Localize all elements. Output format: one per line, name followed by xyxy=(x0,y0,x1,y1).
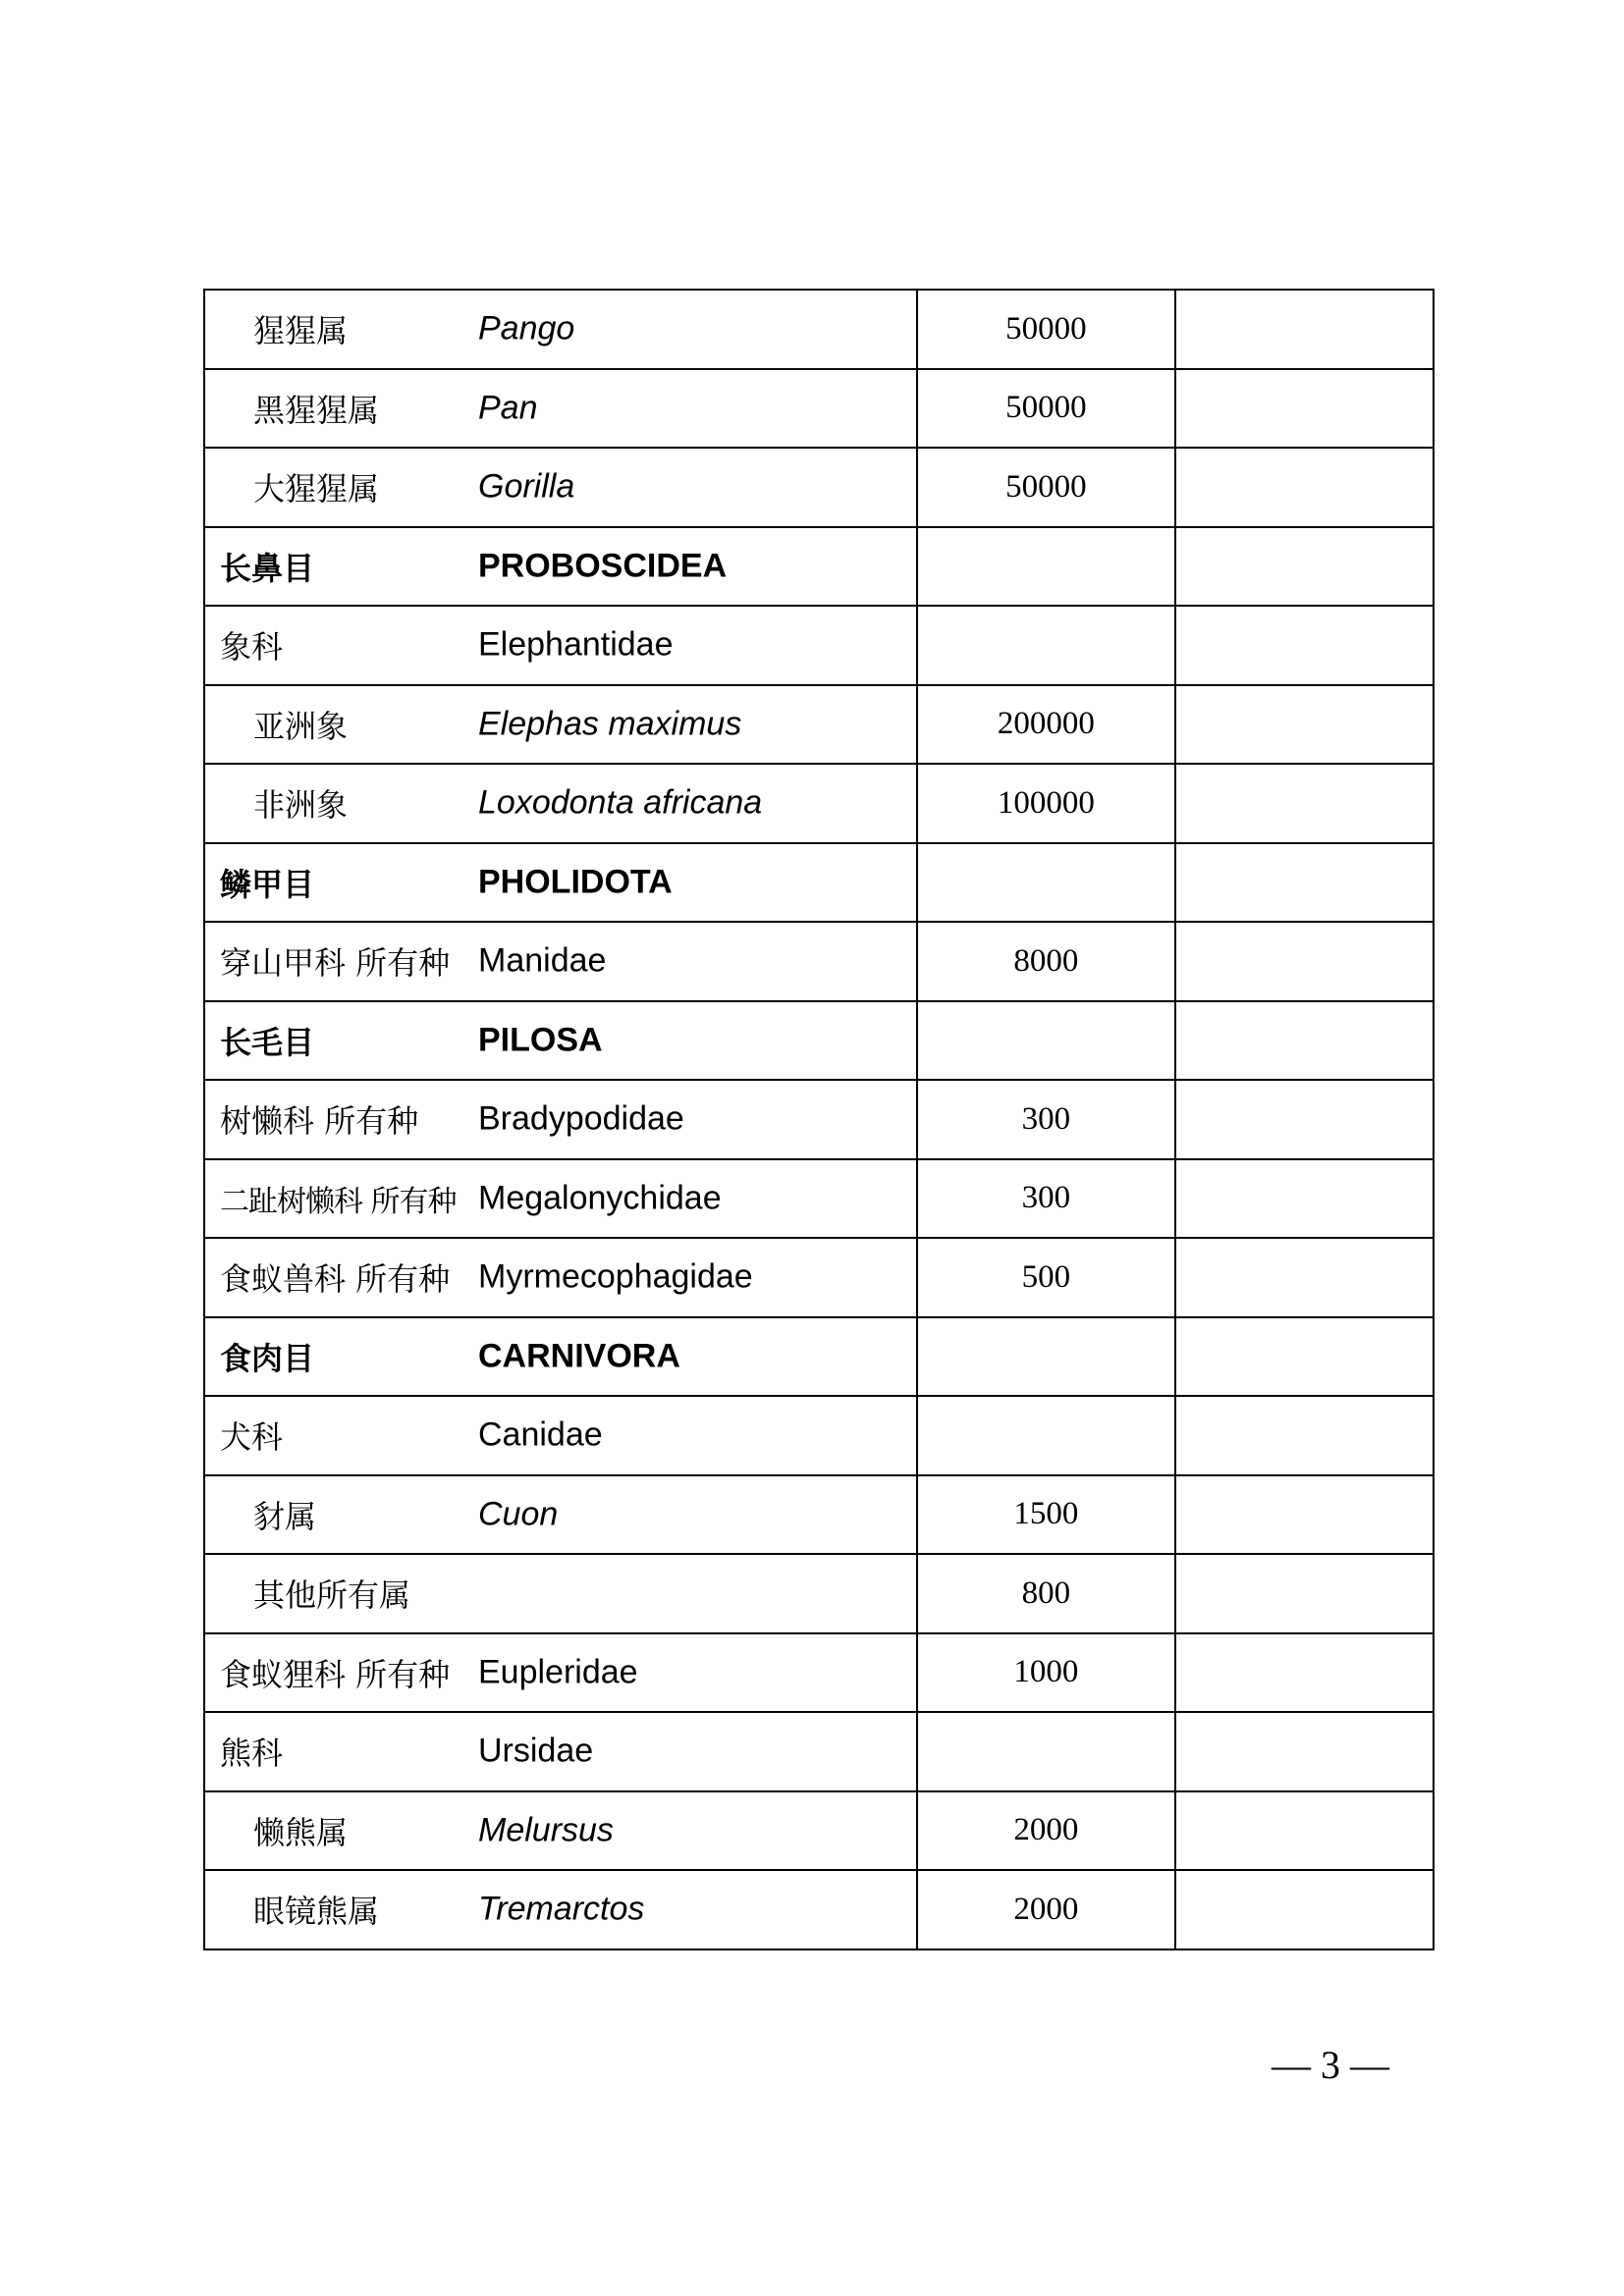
value-cell: 8000 xyxy=(917,922,1174,1001)
names-cell xyxy=(204,1554,917,1633)
names-cell xyxy=(204,843,917,923)
blank-cell xyxy=(1175,1317,1434,1397)
names-cell xyxy=(204,1080,917,1159)
chinese-name: 豺属 xyxy=(253,1497,317,1535)
value-cell: 2000 xyxy=(917,1791,1174,1871)
blank-cell xyxy=(1175,1633,1434,1713)
blank-cell xyxy=(1175,1554,1434,1633)
scientific-name: Eupleridae xyxy=(478,1653,638,1691)
chinese-name: 眼镜熊属 xyxy=(253,1893,380,1931)
table-row xyxy=(204,1712,1434,1791)
value-cell xyxy=(917,1396,1174,1475)
species-table-body xyxy=(204,290,1434,1949)
chinese-name: 懒熊属 xyxy=(253,1813,349,1851)
table-row xyxy=(204,922,1434,1001)
names-cell xyxy=(204,685,917,765)
scientific-name: Ursidae xyxy=(478,1732,594,1770)
names-cell xyxy=(204,448,917,527)
blank-cell xyxy=(1175,606,1434,685)
scientific-name: Elephantidae xyxy=(478,625,674,664)
scientific-name: Myrmecophagidae xyxy=(478,1257,753,1296)
names-cell xyxy=(204,1317,917,1397)
names-cell xyxy=(204,1712,917,1791)
value-cell: 1500 xyxy=(917,1475,1174,1555)
value-cell xyxy=(917,1001,1174,1081)
blank-cell xyxy=(1175,764,1434,843)
names-cell xyxy=(204,764,917,843)
value-cell xyxy=(917,606,1174,685)
blank-cell xyxy=(1175,527,1434,607)
value-cell: 500 xyxy=(917,1238,1174,1317)
blank-cell xyxy=(1175,1238,1434,1317)
scientific-name: Bradypodidae xyxy=(478,1099,684,1138)
blank-cell xyxy=(1175,1870,1434,1949)
scientific-name: Megalonychidae xyxy=(478,1179,722,1217)
value-cell xyxy=(917,1317,1174,1397)
names-cell xyxy=(204,527,917,607)
scientific-name: PHOLIDOTA xyxy=(478,863,673,901)
value-cell: 1000 xyxy=(917,1633,1174,1713)
chinese-name: 亚洲象 xyxy=(253,707,349,745)
value-cell xyxy=(917,1712,1174,1791)
table-row xyxy=(204,1633,1434,1713)
scientific-name: PILOSA xyxy=(478,1021,603,1059)
chinese-name: 食蚁兽科 所有种 xyxy=(220,1260,451,1299)
blank-cell xyxy=(1175,1475,1434,1555)
blank-cell xyxy=(1175,1159,1434,1239)
chinese-name: 鳞甲目 xyxy=(220,865,315,903)
table-row xyxy=(204,1396,1434,1475)
blank-cell xyxy=(1175,843,1434,923)
value-cell: 300 xyxy=(917,1080,1174,1159)
table-row xyxy=(204,1554,1434,1633)
names-cell xyxy=(204,606,917,685)
table-row xyxy=(204,1238,1434,1317)
table-row xyxy=(204,1159,1434,1239)
blank-cell xyxy=(1175,1001,1434,1081)
chinese-name: 食蚁狸科 所有种 xyxy=(220,1655,451,1693)
table-row xyxy=(204,606,1434,685)
blank-cell xyxy=(1175,922,1434,1001)
table-row xyxy=(204,1001,1434,1081)
scientific-name: Pango xyxy=(478,309,575,347)
blank-cell xyxy=(1175,369,1434,449)
chinese-name: 长鼻目 xyxy=(220,549,315,587)
table-row xyxy=(204,1475,1434,1555)
chinese-name: 其他所有属 xyxy=(253,1576,411,1615)
scientific-name: Manidae xyxy=(478,941,607,980)
blank-cell xyxy=(1175,1791,1434,1871)
chinese-name: 穿山甲科 所有种 xyxy=(220,944,451,983)
names-cell xyxy=(204,1396,917,1475)
names-cell xyxy=(204,1238,917,1317)
scientific-name: CARNIVORA xyxy=(478,1337,680,1375)
table-row xyxy=(204,1080,1434,1159)
table-row xyxy=(204,1791,1434,1871)
scientific-name: Gorilla xyxy=(478,467,575,506)
names-cell xyxy=(204,1870,917,1949)
page-number: — 3 — xyxy=(1272,2043,1389,2087)
table-row xyxy=(204,1870,1434,1949)
scientific-name: PROBOSCIDEA xyxy=(478,547,728,585)
chinese-name: 食肉目 xyxy=(220,1339,315,1377)
table-row xyxy=(204,764,1434,843)
names-cell xyxy=(204,1475,917,1555)
value-cell: 800 xyxy=(917,1554,1174,1633)
chinese-name: 非洲象 xyxy=(253,786,349,825)
blank-cell xyxy=(1175,1396,1434,1475)
names-cell xyxy=(204,369,917,449)
table-row xyxy=(204,290,1434,369)
names-cell xyxy=(204,1159,917,1239)
table-row xyxy=(204,843,1434,923)
scientific-name: Cuon xyxy=(478,1495,559,1533)
value-cell xyxy=(917,843,1174,923)
chinese-name: 象科 xyxy=(220,628,284,667)
names-cell xyxy=(204,1001,917,1081)
blank-cell xyxy=(1175,1080,1434,1159)
blank-cell xyxy=(1175,290,1434,369)
scientific-name: Pan xyxy=(478,389,538,427)
scientific-name: Canidae xyxy=(478,1415,603,1454)
value-cell: 200000 xyxy=(917,685,1174,765)
chinese-name: 二趾树懒科 所有种 xyxy=(220,1184,457,1219)
table-row xyxy=(204,685,1434,765)
chinese-name: 长毛目 xyxy=(220,1023,315,1061)
table-row xyxy=(204,369,1434,449)
value-cell: 50000 xyxy=(917,448,1174,527)
blank-cell xyxy=(1175,448,1434,527)
chinese-name: 猩猩属 xyxy=(253,312,349,350)
scientific-name: Melursus xyxy=(478,1811,614,1849)
scientific-name: Elephas maximus xyxy=(478,705,742,743)
chinese-name: 犬科 xyxy=(220,1418,284,1457)
table-row xyxy=(204,448,1434,527)
scientific-name: Tremarctos xyxy=(478,1890,645,1928)
value-cell: 300 xyxy=(917,1159,1174,1239)
chinese-name: 黑猩猩属 xyxy=(253,391,380,429)
table-row xyxy=(204,1317,1434,1397)
scientific-name: Loxodonta africana xyxy=(478,783,763,822)
value-cell: 50000 xyxy=(917,369,1174,449)
names-cell xyxy=(204,922,917,1001)
names-cell xyxy=(204,1791,917,1871)
table-row xyxy=(204,527,1434,607)
species-table xyxy=(203,289,1435,1950)
value-cell: 50000 xyxy=(917,290,1174,369)
value-cell xyxy=(917,527,1174,607)
names-cell xyxy=(204,1633,917,1713)
value-cell: 100000 xyxy=(917,764,1174,843)
chinese-name: 大猩猩属 xyxy=(253,470,380,508)
chinese-name: 树懒科 所有种 xyxy=(220,1102,419,1141)
blank-cell xyxy=(1175,1712,1434,1791)
value-cell: 2000 xyxy=(917,1870,1174,1949)
names-cell xyxy=(204,290,917,369)
blank-cell xyxy=(1175,685,1434,765)
chinese-name: 熊科 xyxy=(220,1735,284,1773)
